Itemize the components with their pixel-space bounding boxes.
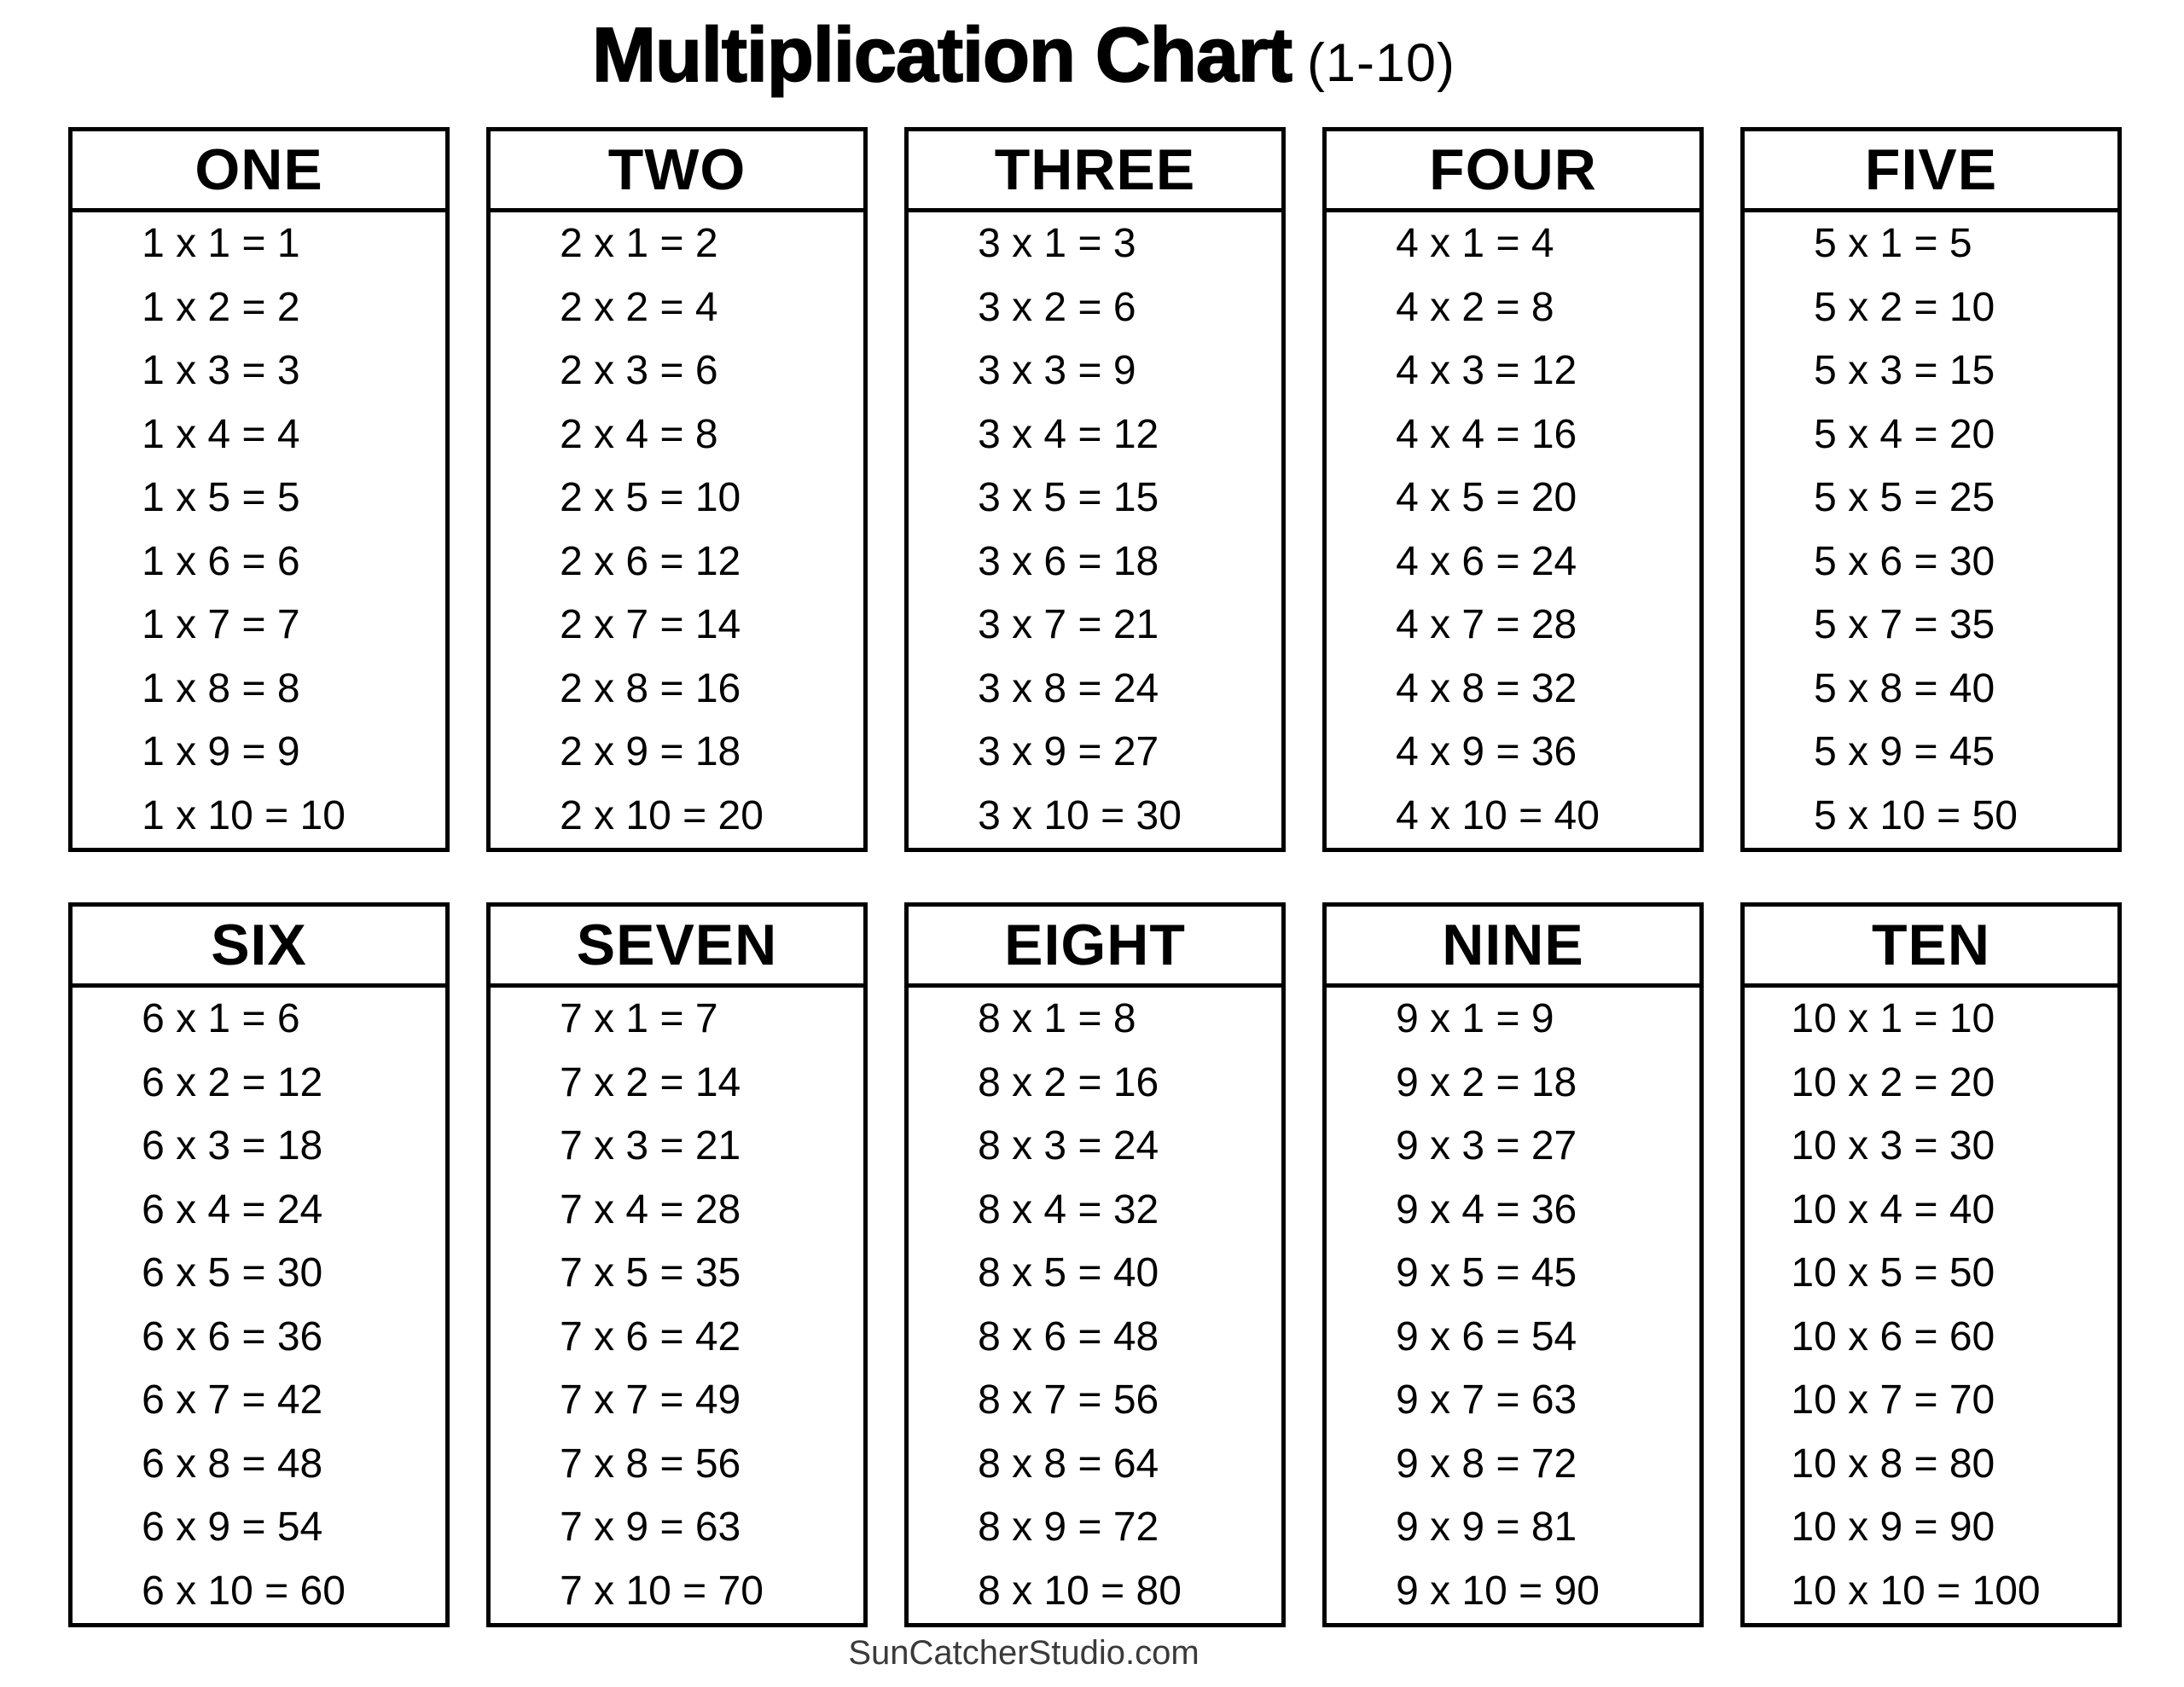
fact-row: 8 x 3 = 24	[978, 1123, 1159, 1168]
table-heading: EIGHT	[909, 907, 1281, 988]
fact-row: 9 x 5 = 45	[1396, 1250, 1577, 1296]
fact-row: 1 x 9 = 9	[142, 729, 300, 774]
fact-row: 9 x 3 = 27	[1396, 1123, 1577, 1168]
fact-row: 10 x 7 = 70	[1791, 1377, 1995, 1423]
table-heading: SIX	[73, 907, 445, 988]
fact-row: 8 x 5 = 40	[978, 1250, 1159, 1296]
fact-row: 5 x 3 = 15	[1814, 348, 1995, 393]
fact-list	[560, 988, 764, 1623]
table-body	[1327, 212, 1699, 848]
fact-row: 4 x 5 = 20	[1396, 475, 1577, 520]
fact-row: 10 x 1 = 10	[1791, 996, 1995, 1041]
fact-list	[1396, 212, 1600, 848]
fact-row: 8 x 9 = 72	[978, 1504, 1159, 1550]
footer-credit: SunCatcherStudio.com	[848, 1634, 1199, 1672]
fact-row: 4 x 4 = 16	[1396, 411, 1577, 457]
fact-row: 6 x 6 = 36	[142, 1313, 323, 1359]
fact-row: 3 x 4 = 12	[978, 411, 1159, 457]
fact-row: 6 x 9 = 54	[142, 1504, 323, 1550]
fact-row: 3 x 1 = 3	[978, 221, 1136, 266]
fact-row: 6 x 1 = 6	[142, 996, 300, 1041]
fact-row: 4 x 2 = 8	[1396, 284, 1554, 330]
fact-row: 5 x 6 = 30	[1814, 538, 1995, 584]
fact-row: 6 x 2 = 12	[142, 1059, 323, 1105]
times-table-one	[68, 127, 450, 852]
fact-row: 3 x 8 = 24	[978, 665, 1159, 711]
table-heading: TEN	[1745, 907, 2117, 988]
times-table-seven	[486, 902, 868, 1627]
fact-row: 4 x 6 = 24	[1396, 538, 1577, 584]
fact-list	[978, 988, 1182, 1623]
table-body	[1745, 212, 2117, 848]
fact-row: 3 x 2 = 6	[978, 284, 1136, 330]
fact-row: 7 x 3 = 21	[560, 1123, 741, 1168]
fact-row: 5 x 9 = 45	[1814, 729, 1995, 774]
fact-row: 1 x 6 = 6	[142, 538, 300, 584]
fact-row: 5 x 10 = 50	[1814, 792, 2018, 838]
fact-row: 5 x 4 = 20	[1814, 411, 1995, 457]
fact-row: 5 x 8 = 40	[1814, 665, 1995, 711]
fact-row: 1 x 1 = 1	[142, 221, 300, 266]
fact-row: 9 x 8 = 72	[1396, 1441, 1577, 1487]
fact-row: 1 x 3 = 3	[142, 348, 300, 393]
fact-row: 9 x 2 = 18	[1396, 1059, 1577, 1105]
fact-row: 7 x 9 = 63	[560, 1504, 741, 1550]
fact-row: 4 x 9 = 36	[1396, 729, 1577, 774]
fact-list	[1791, 988, 2040, 1623]
fact-row: 6 x 3 = 18	[142, 1123, 323, 1168]
fact-row: 4 x 3 = 12	[1396, 348, 1577, 393]
table-heading: FIVE	[1745, 131, 2117, 212]
fact-row: 2 x 4 = 8	[560, 411, 718, 457]
fact-row: 7 x 1 = 7	[560, 996, 718, 1041]
table-body	[1745, 988, 2117, 1623]
table-body	[73, 212, 445, 848]
fact-row: 2 x 10 = 20	[560, 792, 764, 838]
fact-row: 8 x 4 = 32	[978, 1186, 1159, 1232]
times-table-four	[1322, 127, 1704, 852]
fact-row: 4 x 8 = 32	[1396, 665, 1577, 711]
fact-row: 7 x 2 = 14	[560, 1059, 741, 1105]
fact-list	[560, 212, 764, 848]
fact-row: 10 x 9 = 90	[1791, 1504, 1995, 1550]
fact-list	[1814, 212, 2018, 848]
times-table-eight	[904, 902, 1286, 1627]
table-heading: TWO	[491, 131, 863, 212]
fact-row: 9 x 6 = 54	[1396, 1313, 1577, 1359]
fact-row: 8 x 1 = 8	[978, 996, 1136, 1041]
fact-row: 8 x 10 = 80	[978, 1568, 1182, 1614]
fact-row: 5 x 2 = 10	[1814, 284, 1995, 330]
fact-row: 4 x 10 = 40	[1396, 792, 1600, 838]
fact-row: 2 x 6 = 12	[560, 538, 741, 584]
fact-row: 10 x 8 = 80	[1791, 1441, 1995, 1487]
fact-row: 10 x 6 = 60	[1791, 1313, 1995, 1359]
fact-row: 3 x 10 = 30	[978, 792, 1182, 838]
fact-row: 1 x 10 = 10	[142, 792, 346, 838]
fact-row: 6 x 7 = 42	[142, 1377, 323, 1423]
fact-row: 9 x 10 = 90	[1396, 1568, 1600, 1614]
fact-list	[142, 988, 346, 1623]
fact-row: 2 x 1 = 2	[560, 221, 718, 266]
fact-row: 4 x 1 = 4	[1396, 221, 1554, 266]
fact-row: 3 x 7 = 21	[978, 602, 1159, 647]
fact-row: 1 x 8 = 8	[142, 665, 300, 711]
fact-row: 8 x 6 = 48	[978, 1313, 1159, 1359]
fact-row: 6 x 5 = 30	[142, 1250, 323, 1296]
fact-row: 7 x 7 = 49	[560, 1377, 741, 1423]
fact-row: 8 x 2 = 16	[978, 1059, 1159, 1105]
chart-grid	[68, 127, 2122, 1627]
fact-row: 1 x 2 = 2	[142, 284, 300, 330]
table-heading: THREE	[909, 131, 1281, 212]
fact-row: 8 x 8 = 64	[978, 1441, 1159, 1487]
fact-list	[978, 212, 1182, 848]
table-body	[73, 988, 445, 1623]
times-table-five	[1740, 127, 2122, 852]
table-heading: FOUR	[1327, 131, 1699, 212]
table-body	[909, 988, 1281, 1623]
fact-row: 1 x 5 = 5	[142, 475, 300, 520]
fact-row: 6 x 8 = 48	[142, 1441, 323, 1487]
fact-row: 4 x 7 = 28	[1396, 602, 1577, 647]
fact-row: 7 x 6 = 42	[560, 1313, 741, 1359]
fact-row: 3 x 3 = 9	[978, 348, 1136, 393]
table-heading: ONE	[73, 131, 445, 212]
fact-row: 5 x 5 = 25	[1814, 475, 1995, 520]
fact-row: 2 x 2 = 4	[560, 284, 718, 330]
fact-row: 10 x 10 = 100	[1791, 1568, 2041, 1614]
fact-row: 6 x 10 = 60	[142, 1568, 346, 1614]
table-body	[491, 212, 863, 848]
fact-row: 7 x 10 = 70	[560, 1568, 764, 1614]
fact-list	[142, 212, 346, 848]
fact-row: 5 x 7 = 35	[1814, 602, 1995, 647]
fact-row: 7 x 4 = 28	[560, 1186, 741, 1232]
fact-row: 2 x 5 = 10	[560, 475, 741, 520]
fact-row: 1 x 4 = 4	[142, 411, 300, 457]
times-table-three	[904, 127, 1286, 852]
fact-row: 9 x 4 = 36	[1396, 1186, 1577, 1232]
times-table-six	[68, 902, 450, 1627]
table-heading: NINE	[1327, 907, 1699, 988]
fact-row: 2 x 3 = 6	[560, 348, 718, 393]
fact-row: 3 x 5 = 15	[978, 475, 1159, 520]
times-table-two	[486, 127, 868, 852]
fact-row: 3 x 6 = 18	[978, 538, 1159, 584]
table-body	[909, 212, 1281, 848]
table-heading: SEVEN	[491, 907, 863, 988]
page-title-main: Multiplication Chart	[591, 13, 1292, 98]
fact-row: 8 x 7 = 56	[978, 1377, 1159, 1423]
fact-row: 2 x 7 = 14	[560, 602, 741, 647]
fact-row: 7 x 5 = 35	[560, 1250, 741, 1296]
fact-list	[1396, 988, 1600, 1623]
page-title	[0, 12, 2048, 100]
fact-row: 10 x 2 = 20	[1791, 1059, 1995, 1105]
fact-row: 9 x 1 = 9	[1396, 996, 1554, 1041]
fact-row: 6 x 4 = 24	[142, 1186, 323, 1232]
fact-row: 7 x 8 = 56	[560, 1441, 741, 1487]
page-title-range: (1-10)	[1306, 33, 1456, 93]
table-body	[491, 988, 863, 1623]
fact-row: 2 x 8 = 16	[560, 665, 741, 711]
table-body	[1327, 988, 1699, 1623]
fact-row: 10 x 4 = 40	[1791, 1186, 1995, 1232]
fact-row: 3 x 9 = 27	[978, 729, 1159, 774]
fact-row: 1 x 7 = 7	[142, 602, 300, 647]
times-table-ten	[1740, 902, 2122, 1627]
fact-row: 2 x 9 = 18	[560, 729, 741, 774]
fact-row: 10 x 5 = 50	[1791, 1250, 1995, 1296]
fact-row: 9 x 7 = 63	[1396, 1377, 1577, 1423]
fact-row: 10 x 3 = 30	[1791, 1123, 1995, 1168]
fact-row: 5 x 1 = 5	[1814, 221, 1972, 266]
fact-row: 9 x 9 = 81	[1396, 1504, 1577, 1550]
times-table-nine	[1322, 902, 1704, 1627]
